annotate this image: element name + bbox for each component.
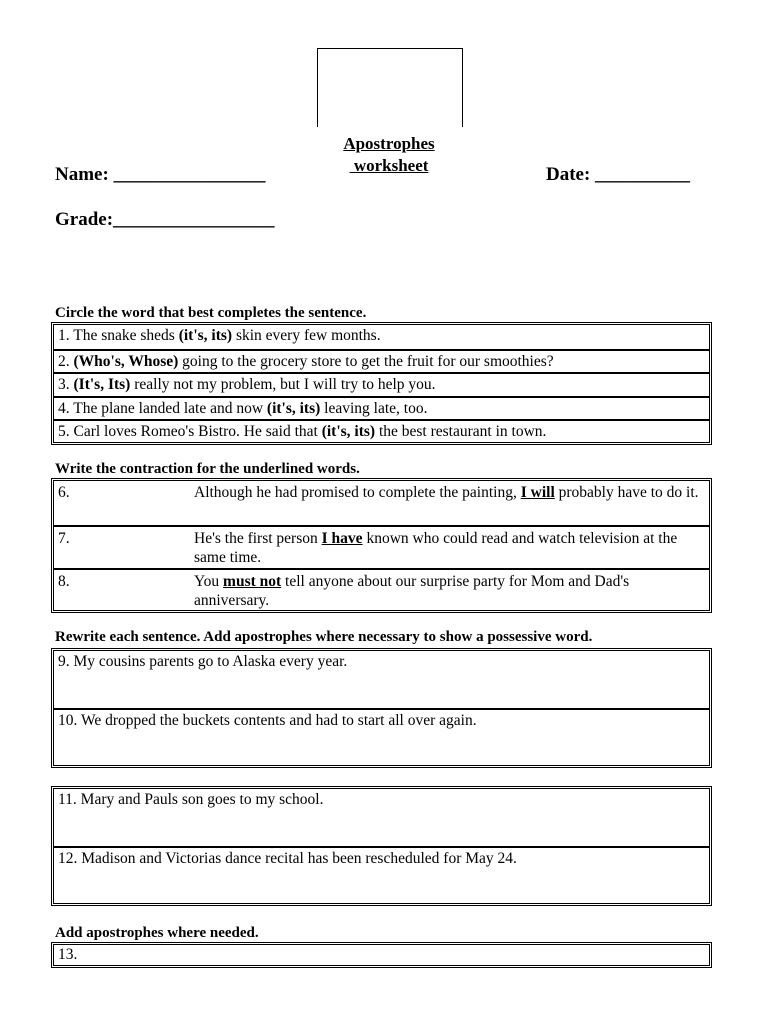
answer-choices[interactable]: (it's, its) bbox=[321, 423, 376, 440]
section1-table bbox=[51, 322, 712, 445]
rewrite-row-12[interactable] bbox=[54, 846, 709, 903]
sentence-text: He's the first person bbox=[194, 530, 322, 547]
rewrite-row-11[interactable] bbox=[54, 789, 709, 846]
question-text: 3. bbox=[58, 376, 74, 393]
contraction-sentence bbox=[194, 483, 704, 502]
item-number: 8. bbox=[58, 573, 70, 590]
question-row-2 bbox=[54, 349, 709, 372]
sentence-text: You bbox=[194, 573, 224, 590]
grade-field[interactable]: Grade:_________________ bbox=[55, 209, 275, 230]
contraction-row-7 bbox=[54, 525, 709, 568]
rewrite-row-9[interactable] bbox=[54, 651, 709, 708]
section3-table-1 bbox=[51, 648, 712, 768]
rewrite-sentence: 9. My cousins parents go to Alaska every year. bbox=[58, 653, 348, 670]
underlined-words: I have bbox=[321, 530, 363, 547]
answer-choices[interactable]: (it's, its) bbox=[178, 327, 233, 344]
answer-choices[interactable]: (it's, its) bbox=[266, 400, 321, 417]
question-text: 5. Carl loves Romeo's Bistro. He said that bbox=[58, 423, 322, 440]
apostrophe-row-13[interactable] bbox=[54, 945, 709, 965]
underlined-words: must not bbox=[223, 573, 282, 590]
worksheet-title-line1: Apostrophes bbox=[343, 134, 435, 153]
contraction-sentence bbox=[194, 572, 704, 610]
question-row-4 bbox=[54, 396, 709, 419]
sentence-text: probably have to do it. bbox=[554, 484, 699, 501]
name-field[interactable]: Name: ________________ bbox=[55, 164, 266, 185]
question-text: really not my problem, but I will try to help you. bbox=[130, 376, 436, 393]
underlined-words: I will bbox=[520, 484, 555, 501]
question-text: going to the grocery store to get the fruit for our smoothies? bbox=[178, 353, 554, 370]
section4-table bbox=[51, 942, 712, 968]
item-number: 7. bbox=[58, 530, 70, 547]
sentence-text: Although he had promised to complete the painting, bbox=[194, 484, 521, 501]
question-row-1 bbox=[54, 325, 709, 349]
question-text: 4. The plane landed late and now bbox=[58, 400, 267, 417]
sentence-text: tell anyone about our surprise party for Mom and Dad's anniversary. bbox=[194, 573, 630, 609]
question-text: skin every few months. bbox=[232, 327, 381, 344]
rewrite-row-10[interactable] bbox=[54, 708, 709, 765]
section2-instruction: Write the contraction for the underlined words. bbox=[55, 461, 360, 477]
section3-instruction: Rewrite each sentence. Add apostrophes where necessary to show a possessive word. bbox=[55, 629, 593, 645]
section4-instruction: Add apostrophes where needed. bbox=[55, 925, 259, 941]
logo-placeholder-box bbox=[317, 48, 463, 127]
rewrite-sentence: 12. Madison and Victorias dance recital has been rescheduled for May 24. bbox=[58, 850, 517, 867]
answer-choices[interactable]: (It's, Its) bbox=[73, 376, 131, 393]
question-row-3 bbox=[54, 372, 709, 396]
section1-instruction: Circle the word that best completes the sentence. bbox=[55, 305, 367, 321]
section2-table bbox=[51, 478, 712, 613]
contraction-sentence bbox=[194, 529, 704, 567]
item-number: 6. bbox=[58, 484, 70, 501]
rewrite-sentence: 11. Mary and Pauls son goes to my school. bbox=[58, 791, 324, 808]
contraction-row-8 bbox=[54, 568, 709, 610]
question-row-5 bbox=[54, 419, 709, 442]
contraction-row-6 bbox=[54, 481, 709, 525]
section3-table-2 bbox=[51, 786, 712, 906]
question-text: leaving late, too. bbox=[320, 400, 428, 417]
date-field[interactable]: Date: __________ bbox=[546, 164, 691, 185]
question-text: 1. The snake sheds bbox=[58, 327, 179, 344]
item-number: 13. bbox=[58, 946, 78, 963]
sentence-text: known who could read and watch television at the same time. bbox=[194, 530, 678, 566]
rewrite-sentence: 10. We dropped the buckets contents and had to start all over again. bbox=[58, 712, 477, 729]
worksheet-title-line2: worksheet bbox=[349, 156, 429, 175]
answer-choices[interactable]: (Who's, Whose) bbox=[73, 353, 179, 370]
question-text: the best restaurant in town. bbox=[375, 423, 547, 440]
question-text: 2. bbox=[58, 353, 74, 370]
